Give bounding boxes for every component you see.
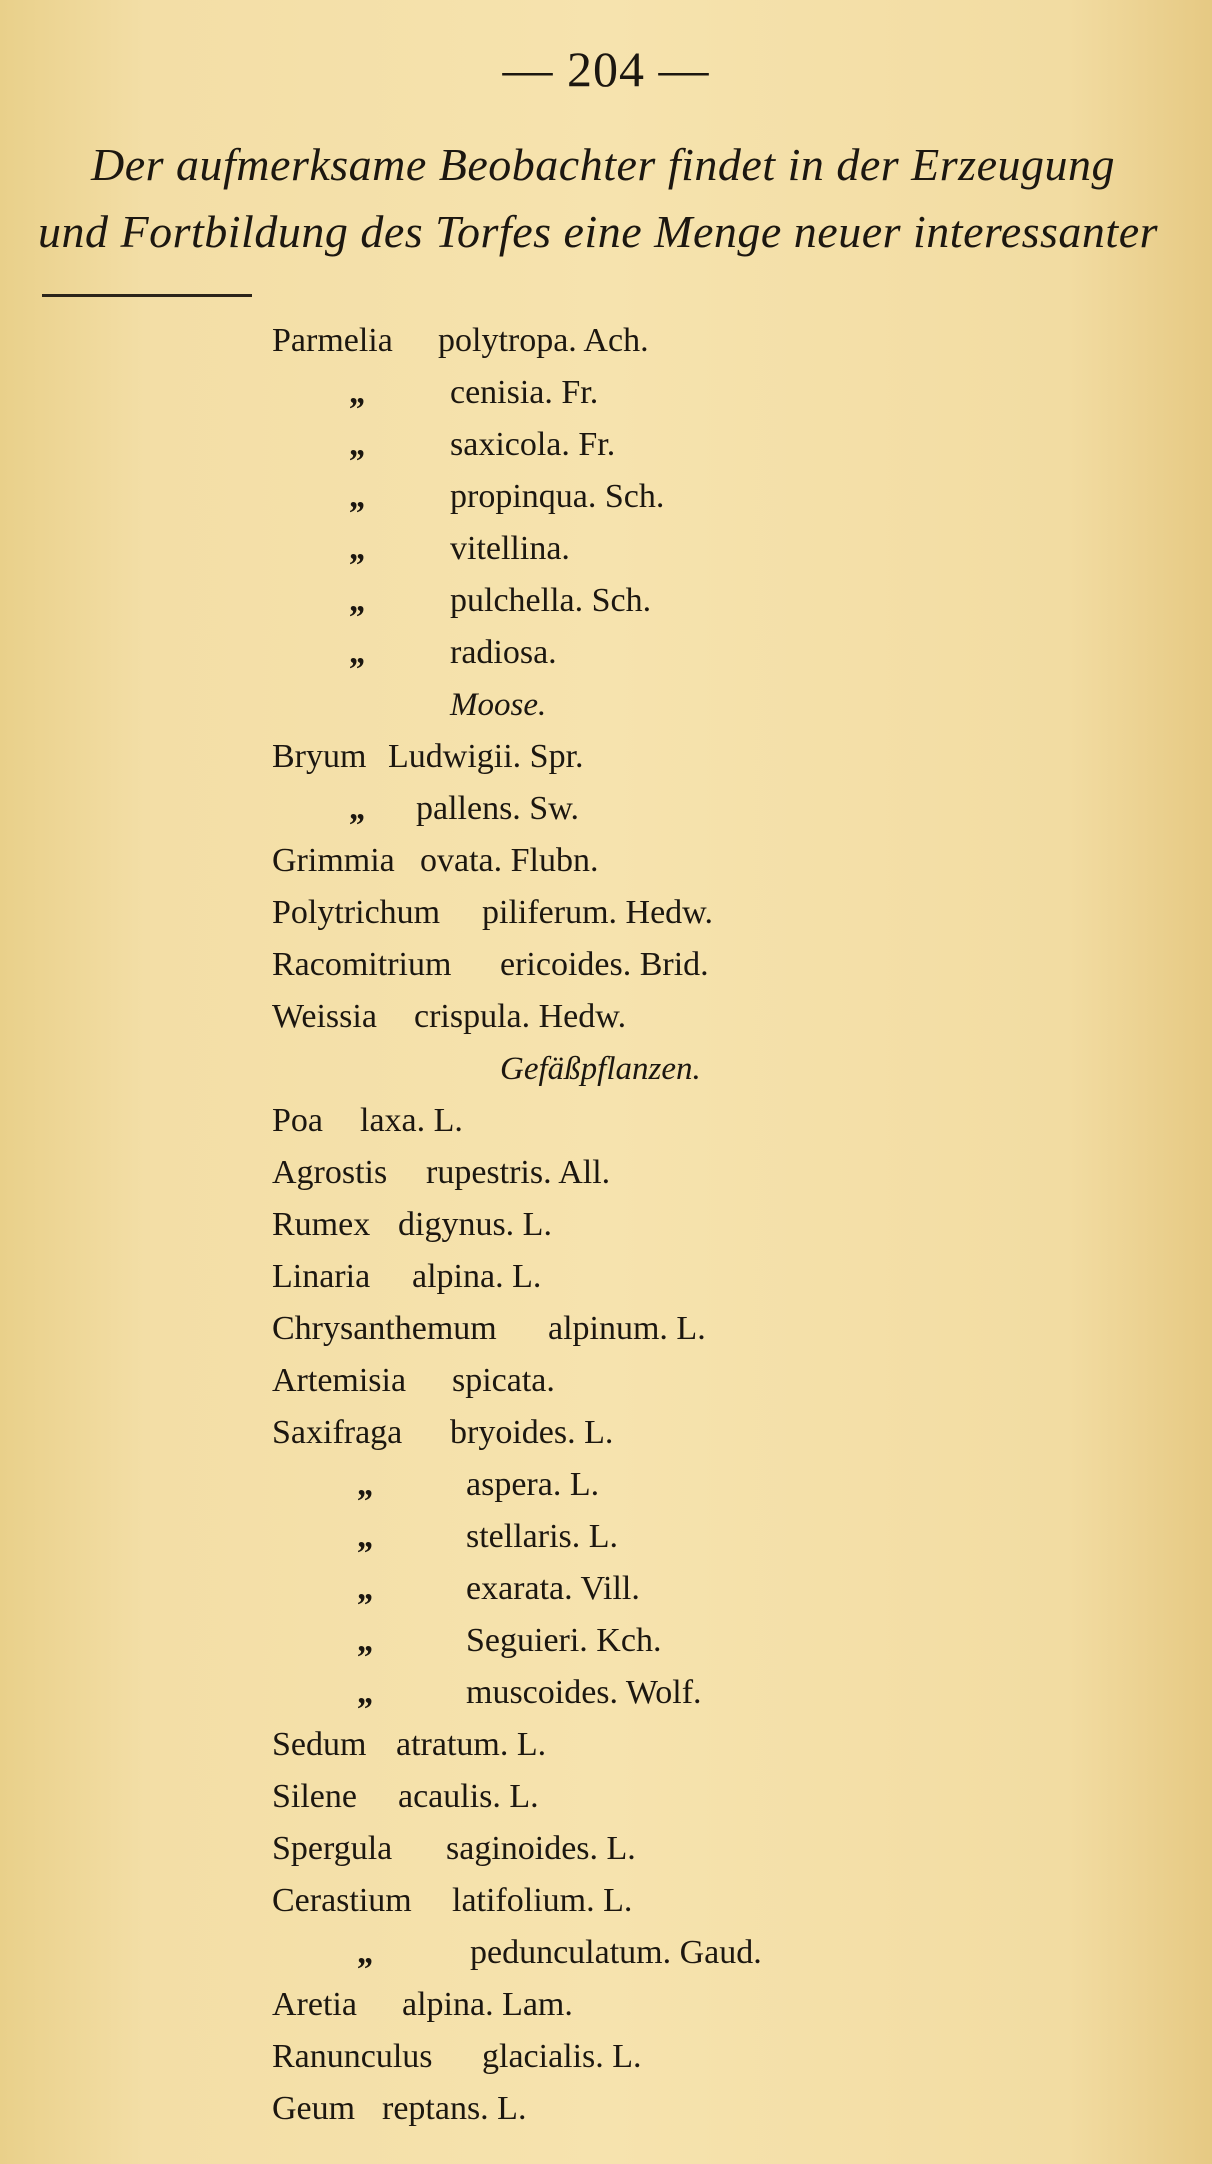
ditto-mark: „ bbox=[350, 530, 367, 567]
species-epithet: ericoides. Brid. bbox=[500, 946, 709, 983]
genus-name: Grimmia bbox=[272, 842, 395, 879]
species-epithet: rupestris. All. bbox=[426, 1154, 611, 1191]
genus-name: Aretia bbox=[272, 1986, 357, 2023]
species-epithet: muscoides. Wolf. bbox=[466, 1674, 702, 1711]
species-epithet: ovata. Flubn. bbox=[420, 842, 599, 879]
genus-name: Weissia bbox=[272, 998, 377, 1035]
species-epithet: atratum. L. bbox=[396, 1726, 547, 1763]
species-epithet: digynus. L. bbox=[398, 1206, 552, 1243]
genus-name: Poa bbox=[272, 1102, 323, 1139]
species-epithet: propinqua. Sch. bbox=[450, 478, 665, 515]
species-epithet: crispula. Hedw. bbox=[414, 998, 627, 1035]
species-epithet: saxicola. Fr. bbox=[450, 426, 616, 463]
species-epithet: bryoides. L. bbox=[450, 1414, 614, 1451]
ditto-mark: „ bbox=[350, 478, 367, 515]
species-epithet: radiosa. bbox=[450, 634, 557, 671]
separator-rule bbox=[42, 294, 252, 297]
species-epithet: polytropa. Ach. bbox=[438, 322, 649, 359]
species-epithet: latifolium. L. bbox=[452, 1882, 633, 1919]
genus-name: Polytrichum bbox=[272, 894, 441, 931]
ditto-mark: „ bbox=[350, 790, 367, 827]
ditto-mark: „ bbox=[358, 1570, 375, 1607]
genus-name: Ranunculus bbox=[272, 2038, 433, 2075]
ditto-mark: „ bbox=[358, 1466, 375, 1503]
genus-name: Chrysanthemum bbox=[272, 1310, 497, 1347]
species-epithet: reptans. L. bbox=[382, 2090, 527, 2127]
genus-name: Spergula bbox=[272, 1830, 393, 1867]
species-epithet: aspera. L. bbox=[466, 1466, 600, 1503]
section-heading-label: Gefäßpflanzen. bbox=[500, 1051, 701, 1087]
species-epithet: pulchella. Sch. bbox=[450, 582, 652, 619]
species-epithet: acaulis. L. bbox=[398, 1778, 539, 1815]
genus-name: Sedum bbox=[272, 1726, 367, 1763]
species-epithet: piliferum. Hedw. bbox=[482, 894, 714, 931]
species-epithet: alpinum. L. bbox=[548, 1310, 706, 1347]
species-epithet: alpina. Lam. bbox=[402, 1986, 573, 2023]
genus-name: Linaria bbox=[272, 1258, 371, 1295]
species-epithet: Seguieri. Kch. bbox=[466, 1622, 662, 1659]
species-epithet: laxa. L. bbox=[360, 1102, 463, 1139]
genus-name: Cerastium bbox=[272, 1882, 412, 1919]
species-epithet: saginoides. L. bbox=[446, 1830, 636, 1867]
ditto-mark: „ bbox=[358, 1622, 375, 1659]
species-epithet: alpina. L. bbox=[412, 1258, 542, 1295]
section-heading-label: Moose. bbox=[450, 687, 547, 723]
species-epithet: vitellina. bbox=[450, 530, 570, 567]
species-epithet: stellaris. L. bbox=[466, 1518, 619, 1555]
page-number: — 204 — bbox=[502, 41, 710, 97]
species-epithet: pedunculatum. Gaud. bbox=[470, 1934, 762, 1971]
ditto-mark: „ bbox=[358, 1674, 375, 1711]
ditto-mark: „ bbox=[350, 582, 367, 619]
ditto-mark: „ bbox=[350, 634, 367, 671]
genus-name: Silene bbox=[272, 1778, 357, 1815]
genus-name: Saxifraga bbox=[272, 1414, 403, 1451]
header-text-line-2: und Fortbildung des Torfes eine Menge neuer interessanter bbox=[38, 206, 1159, 257]
ditto-mark: „ bbox=[358, 1934, 375, 1971]
species-epithet: cenisia. Fr. bbox=[450, 374, 599, 411]
ditto-mark: „ bbox=[350, 426, 367, 463]
genus-name: Agrostis bbox=[272, 1154, 388, 1191]
species-epithet: exarata. Vill. bbox=[466, 1570, 640, 1607]
genus-name: Bryum bbox=[272, 738, 367, 775]
header-text-line-1: Der aufmerksame Beobachter findet in der Erzeugung bbox=[90, 139, 1116, 190]
species-epithet: Ludwigii. Spr. bbox=[388, 738, 584, 775]
ditto-mark: „ bbox=[350, 374, 367, 411]
genus-name: Parmelia bbox=[272, 322, 393, 359]
species-epithet: spicata. bbox=[452, 1362, 555, 1399]
genus-name: Rumex bbox=[272, 1206, 371, 1243]
genus-name: Artemisia bbox=[272, 1362, 407, 1399]
genus-name: Geum bbox=[272, 2090, 356, 2127]
species-epithet: pallens. Sw. bbox=[416, 790, 580, 827]
ditto-mark: „ bbox=[358, 1518, 375, 1555]
species-epithet: glacialis. L. bbox=[482, 2038, 642, 2075]
genus-name: Racomitrium bbox=[272, 946, 452, 983]
